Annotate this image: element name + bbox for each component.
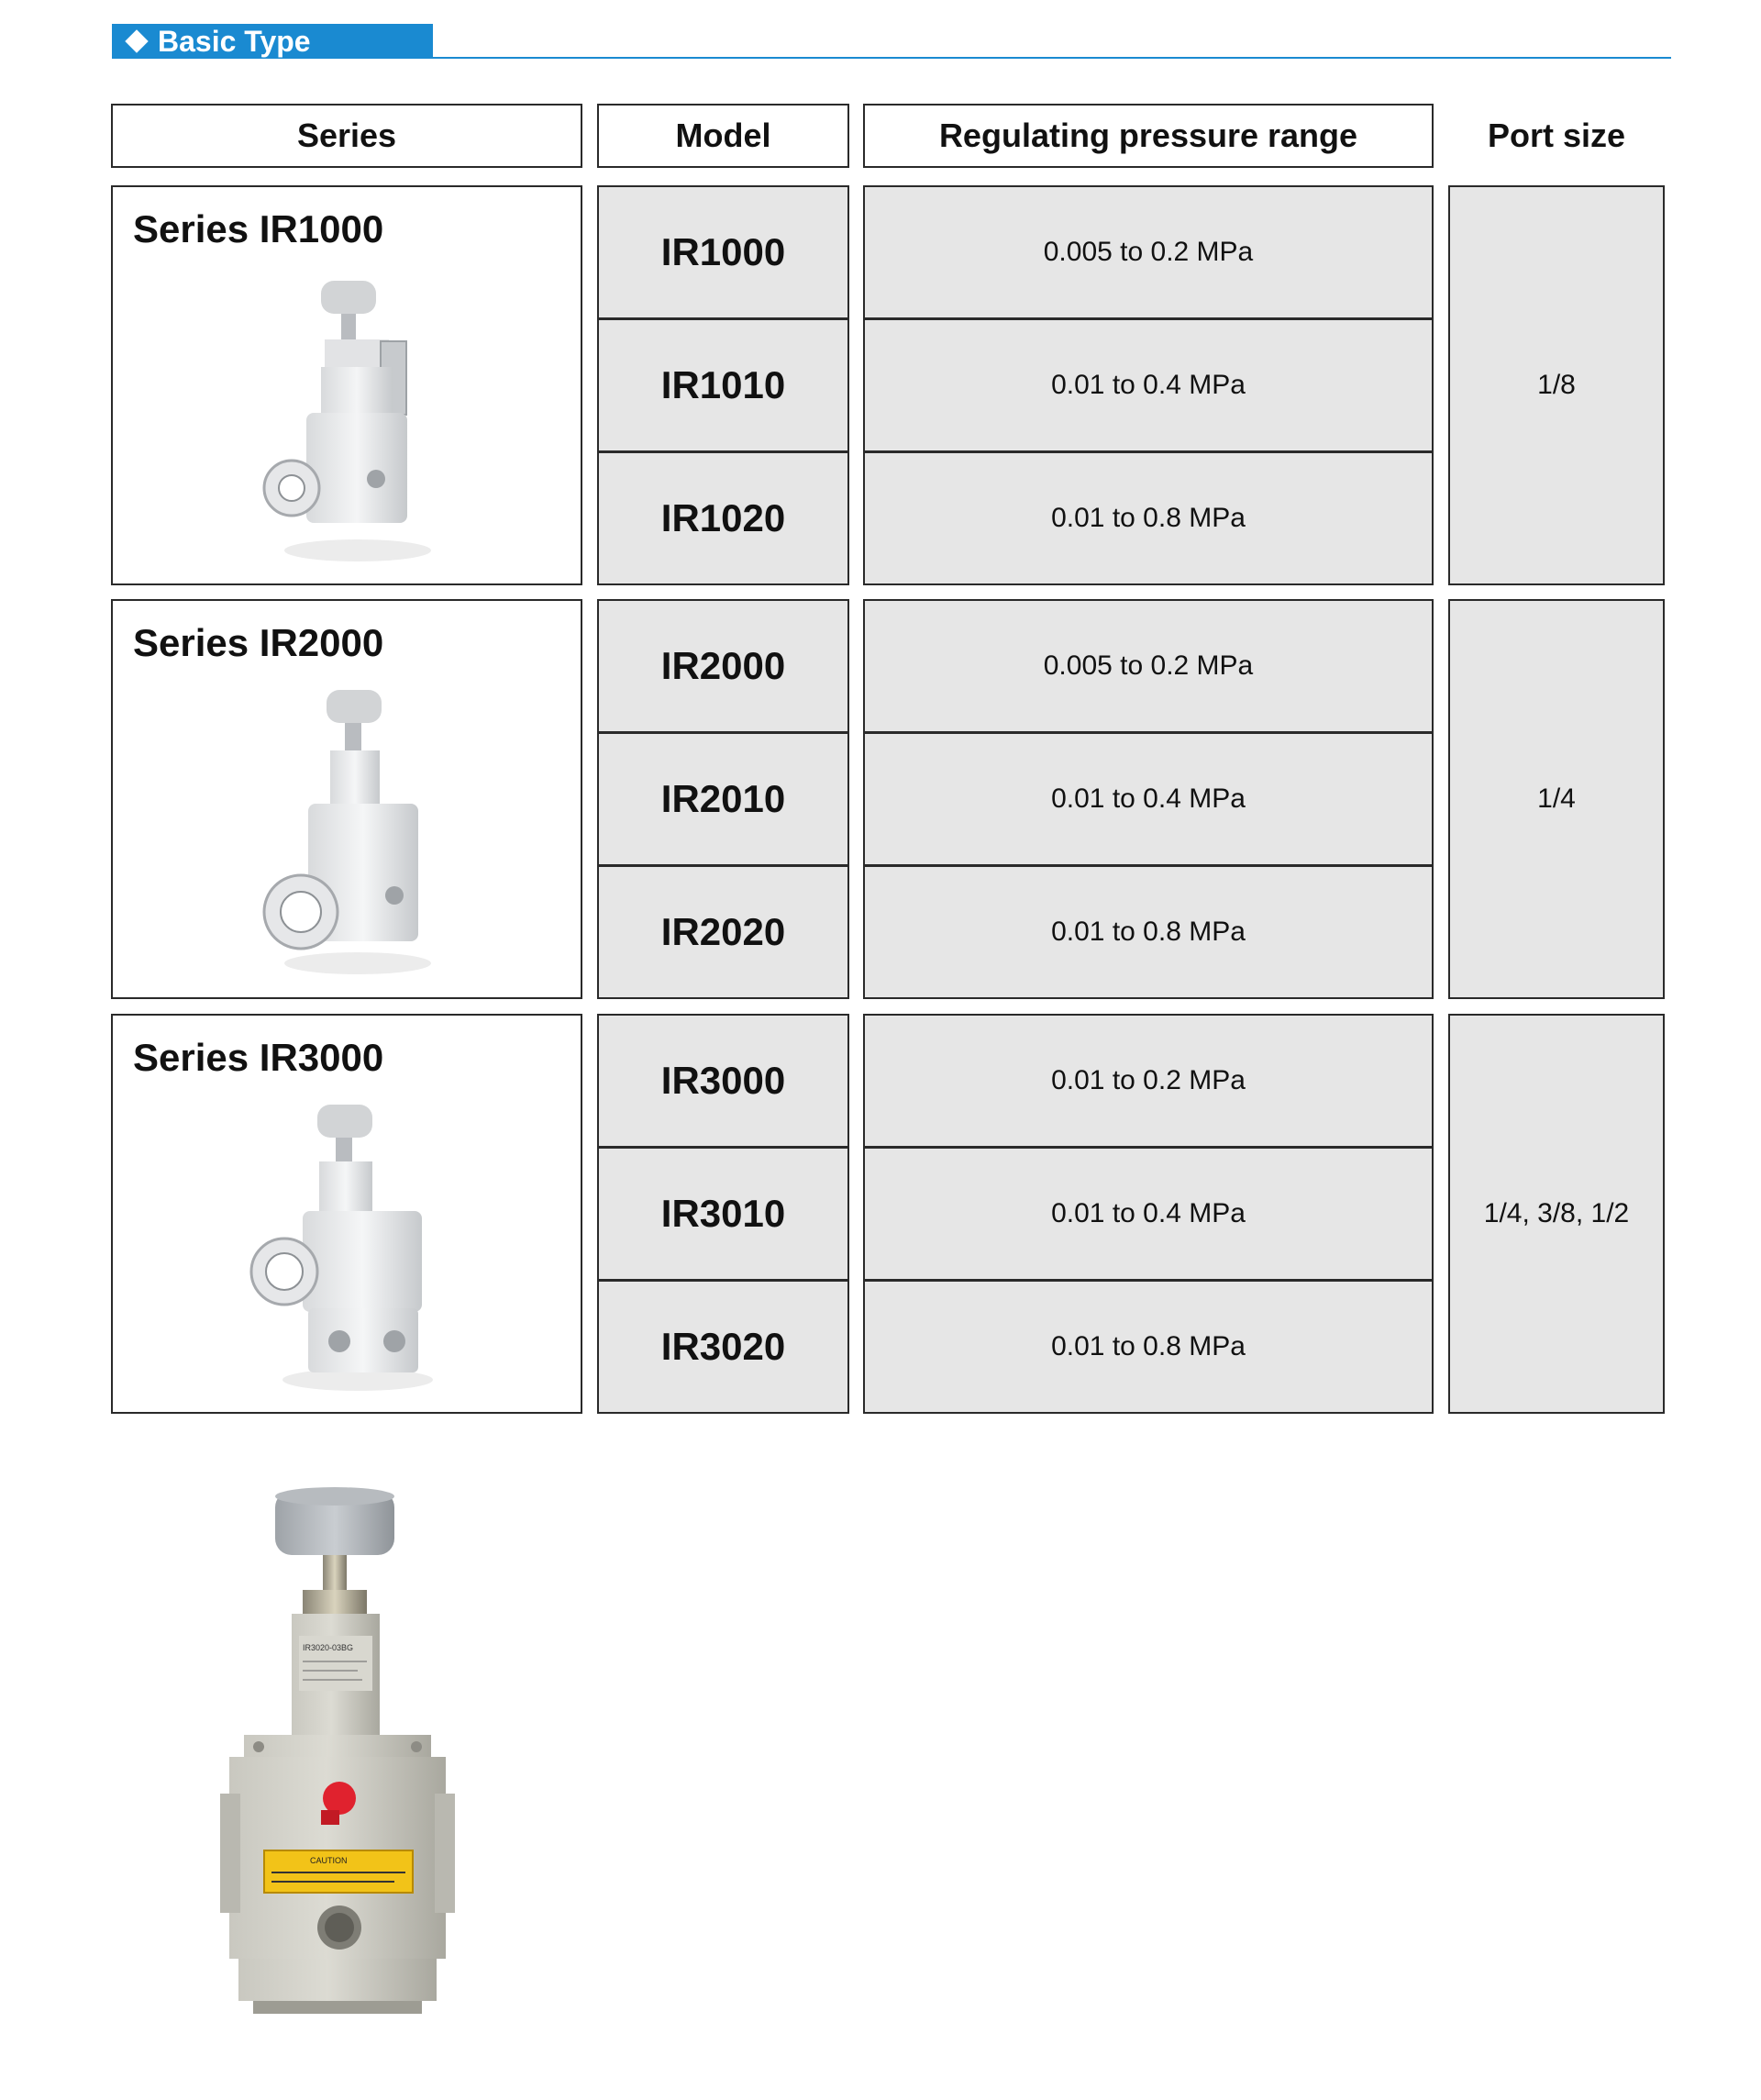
- range-cell: 0.01 to 0.2 MPa: [863, 1014, 1434, 1148]
- port-size-cell: 1/4, 3/8, 1/2: [1448, 1014, 1665, 1414]
- section-header: [112, 24, 1671, 59]
- diamond-icon: [125, 29, 148, 52]
- header-model: Model: [597, 104, 849, 168]
- ir1000-product-image: [248, 275, 468, 569]
- model-cell: IR2000: [597, 599, 849, 733]
- range-cell: 0.01 to 0.8 MPa: [863, 451, 1434, 585]
- ir3000-product-image: [238, 1101, 477, 1394]
- section-title: Basic Type: [158, 24, 311, 58]
- range-cell: 0.01 to 0.4 MPa: [863, 1147, 1434, 1281]
- header-range: Regulating pressure range: [863, 104, 1434, 168]
- range-cell: 0.01 to 0.8 MPa: [863, 865, 1434, 999]
- model-cell: IR2020: [597, 865, 849, 999]
- section-tab: [112, 24, 433, 59]
- series-title: Series IR2000: [133, 621, 384, 664]
- model-cell: IR3010: [597, 1147, 849, 1281]
- series-title: Series IR3000: [133, 1036, 384, 1079]
- ir2000-product-image: [248, 686, 468, 980]
- model-cell: IR1020: [597, 451, 849, 585]
- header-series: Series: [111, 104, 582, 168]
- section-divider: [433, 57, 1671, 59]
- series-title: Series IR1000: [133, 207, 384, 250]
- range-cell: 0.005 to 0.2 MPa: [863, 599, 1434, 733]
- range-cell: 0.01 to 0.4 MPa: [863, 732, 1434, 866]
- port-size-cell: 1/8: [1448, 185, 1665, 585]
- model-cell: IR1010: [597, 318, 849, 452]
- photo-model-label: IR3020-03BG: [303, 1643, 354, 1652]
- model-cell: IR3000: [597, 1014, 849, 1148]
- header-port: Port size: [1448, 104, 1665, 168]
- range-cell: 0.005 to 0.2 MPa: [863, 185, 1434, 319]
- model-cell: IR2010: [597, 732, 849, 866]
- model-cell: IR3020: [597, 1280, 849, 1414]
- caution-label: CAUTION: [310, 1856, 348, 1865]
- range-cell: 0.01 to 0.4 MPa: [863, 318, 1434, 452]
- port-size-cell: 1/4: [1448, 599, 1665, 999]
- ir3020-product-photo: [202, 1482, 477, 2032]
- model-cell: IR1000: [597, 185, 849, 319]
- range-cell: 0.01 to 0.8 MPa: [863, 1280, 1434, 1414]
